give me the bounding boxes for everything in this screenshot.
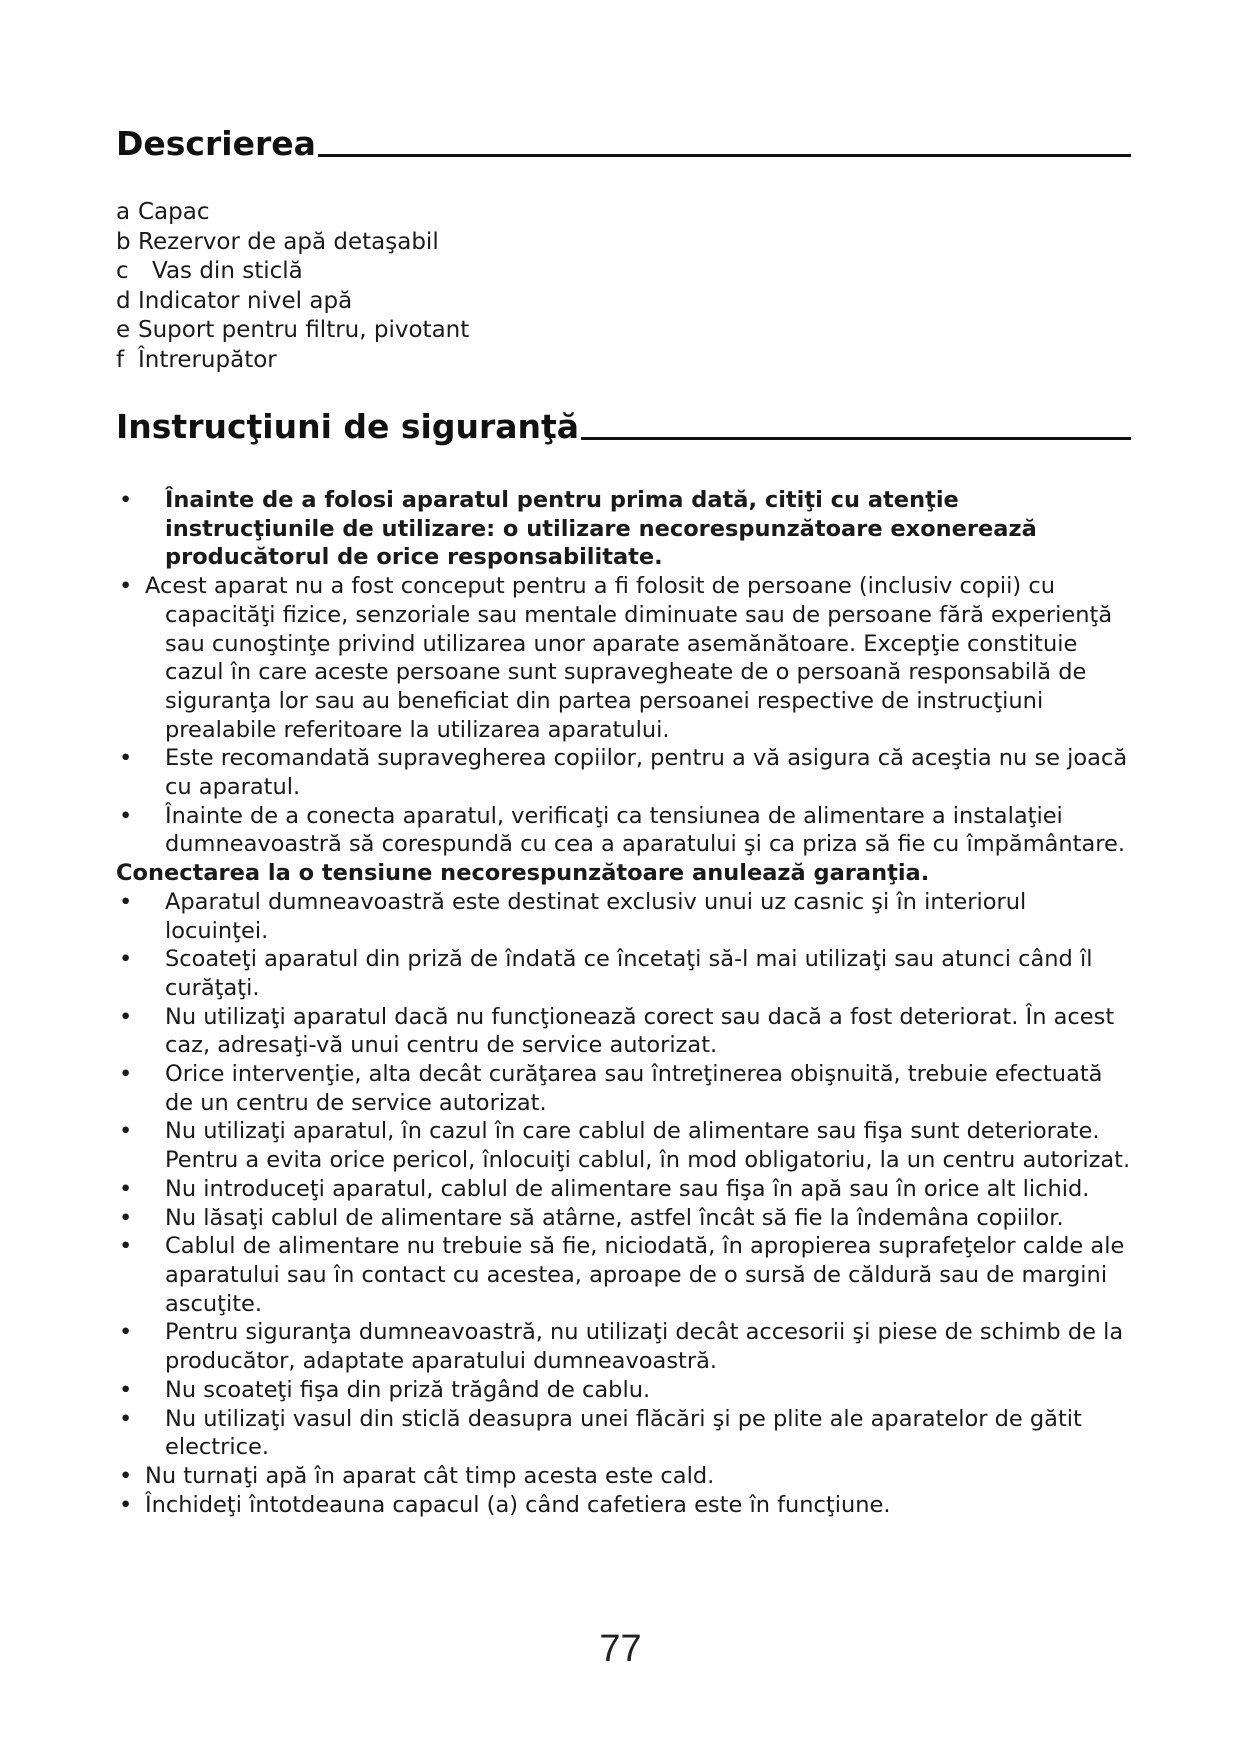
part-label: Întrerupător	[138, 346, 277, 373]
part-item	[116, 257, 1131, 287]
part-letter: f	[116, 346, 125, 373]
bullet-icon: •	[119, 1175, 133, 1202]
part-label: Capac	[138, 199, 210, 225]
safety-item	[116, 1318, 1131, 1375]
bullet-icon: •	[119, 745, 133, 772]
safety-item	[116, 1060, 1131, 1117]
safety-item-text: Nu utilizaţi aparatul dacă nu funcţionează corect sau dacă a fost deteriorat. În acest caz, adresaţi-vă unui centru de service autorizat.	[165, 1003, 1115, 1059]
bullet-icon: •	[119, 888, 133, 915]
safety-item-text: Aparatul dumneavoastră este destinat exclusiv unui uz casnic şi în interiorul locuinţei.	[165, 888, 1027, 944]
part-item	[116, 287, 1131, 317]
safety-item	[116, 1003, 1131, 1060]
description-heading	[116, 118, 1131, 163]
safety-item-text: Nu scoateţi fişa din priză trăgând de cablu.	[165, 1376, 651, 1403]
bullet-icon: •	[119, 1376, 133, 1403]
part-label: Vas din sticlă	[152, 258, 303, 284]
safety-item	[116, 1376, 1131, 1405]
safety-heading	[116, 401, 1131, 446]
bullet-icon: •	[119, 1233, 133, 1260]
safety-item	[116, 1175, 1131, 1204]
safety-item	[116, 1117, 1131, 1174]
page-number: 77	[599, 1628, 642, 1670]
safety-item-text: Nu utilizaţi aparatul, în cazul în care cablul de alimentare sau fişa sunt deteriorate. Pentru a evita orice pericol, înlocuiţi cablul, în mod obligatoriu, la un centru autorizat.	[165, 1118, 1131, 1174]
safety-item-text: Orice intervenţie, alta decât curăţarea sau întreţinerea obişnuită, trebuie efectuată de un centru de service autorizat.	[165, 1061, 1103, 1116]
part-item	[116, 198, 1131, 228]
bullet-icon: •	[119, 1061, 133, 1088]
heading-rule	[318, 154, 1131, 157]
warranty-warning: Conectarea la o tensiune necorespunzătoare anulează garanţia.	[116, 860, 930, 887]
safety-item-text: Acest aparat nu a fost conceput pentru a fi folosit de persoane (inclusiv copii) cu capacităţi fizice, senzoriale sau mentale diminuate sau de persoane fără experienţă sau cunoştinţe privind utilizarea unor aparate asemănătoare. Excepţie constituie cazul în care aceste persoane sunt supravegheate de o persoană responsabilă de siguranţa lor sau au beneficiat din partea persoanei respective de instrucţiuni prealabile referitoare la utilizarea aparatului.	[145, 573, 1113, 743]
bullet-icon: •	[119, 1319, 133, 1346]
part-letter: e	[116, 317, 131, 343]
safety-item	[116, 802, 1131, 859]
safety-item-text: Nu utilizaţi vasul din sticlă deasupra unei flăcări şi pe plite ale aparatelor de gătit electrice.	[165, 1405, 1082, 1461]
safety-item	[116, 744, 1131, 801]
safety-item	[116, 1405, 1131, 1462]
safety-rules	[116, 486, 1131, 1519]
part-item	[116, 228, 1131, 258]
manual-page	[116, 118, 1131, 1519]
part-item	[116, 316, 1131, 346]
safety-item-text: Nu turnaţi apă în aparat cât timp acesta este cald.	[145, 1462, 715, 1489]
bullet-icon: •	[119, 1204, 133, 1231]
safety-item	[116, 945, 1131, 1002]
safety-item-text: Pentru siguranţa dumneavoastră, nu utilizaţi decât accesorii şi piese de schimb de la producător, adaptate aparatului dumneavoastră.	[165, 1319, 1124, 1375]
bullet-icon: •	[119, 573, 133, 600]
parts-list	[116, 198, 1131, 375]
part-label: Rezervor de apă detaşabil	[138, 228, 439, 255]
safety-item-text: Închideţi întotdeauna capacul (a) când cafetiera este în funcţiune.	[145, 1491, 891, 1518]
safety-item	[116, 1204, 1131, 1233]
safety-item	[116, 1232, 1131, 1318]
bullet-icon: •	[119, 1462, 133, 1489]
bullet-icon: •	[119, 1405, 133, 1432]
heading-rule	[581, 437, 1131, 440]
part-letter: b	[116, 228, 131, 255]
safety-item-text: Cablul de alimentare nu trebuie să fie, niciodată, în apropierea suprafeţelor calde ale aparatului sau în contact cu acestea, aproape de o sursă de căldură sau de margini ascuţite.	[165, 1233, 1125, 1317]
part-letter: a	[116, 199, 131, 225]
part-item	[116, 346, 1131, 376]
safety-item-text: Este recomandată supravegherea copiilor, pentru a vă asigura că aceştia nu se joacă cu aparatul.	[165, 745, 1128, 801]
safety-item	[116, 486, 1131, 572]
part-label: Suport pentru filtru, pivotant	[138, 317, 470, 343]
safety-item	[116, 888, 1131, 945]
safety-title: Instrucţiuni de siguranţă	[116, 407, 580, 446]
safety-item-text: Înainte de a folosi aparatul pentru prima dată, citiţi cu atenţie instrucţiunile de utilizare: o utilizare necorespunzătoare exonerează producătorul de orice responsabilitate.	[165, 487, 1037, 571]
part-letter: d	[116, 287, 131, 314]
safety-item-text: Scoateţi aparatul din priză de îndată ce încetaţi să-l mai utilizaţi sau atunci când îl curăţaţi.	[165, 946, 1093, 1001]
bullet-icon: •	[119, 946, 133, 973]
safety-item	[116, 1491, 1131, 1520]
description-title: Descrierea	[116, 124, 316, 163]
part-letter: c	[116, 258, 129, 284]
bullet-icon: •	[119, 1003, 133, 1030]
bullet-icon: •	[119, 1491, 133, 1518]
safety-item-text: Nu introduceţi aparatul, cablul de alimentare sau fişa în apă sau în orice alt lichid.	[165, 1175, 1090, 1202]
safety-item-text: Nu lăsaţi cablul de alimentare să atârne, astfel încât să fie la îndemâna copiilor.	[165, 1204, 1064, 1231]
bullet-icon: •	[119, 1118, 133, 1145]
bullet-icon: •	[119, 487, 133, 513]
safety-item	[116, 1462, 1131, 1491]
part-label: Indicator nivel apă	[138, 287, 353, 314]
bullet-icon: •	[119, 802, 133, 829]
safety-item	[116, 572, 1131, 744]
safety-item-text: Înainte de a conecta aparatul, verificaţi ca tensiunea de alimentare a instalaţiei dumneavoastră să corespundă cu cea a aparatului şi ca priza să fie cu împământare.	[165, 802, 1126, 858]
